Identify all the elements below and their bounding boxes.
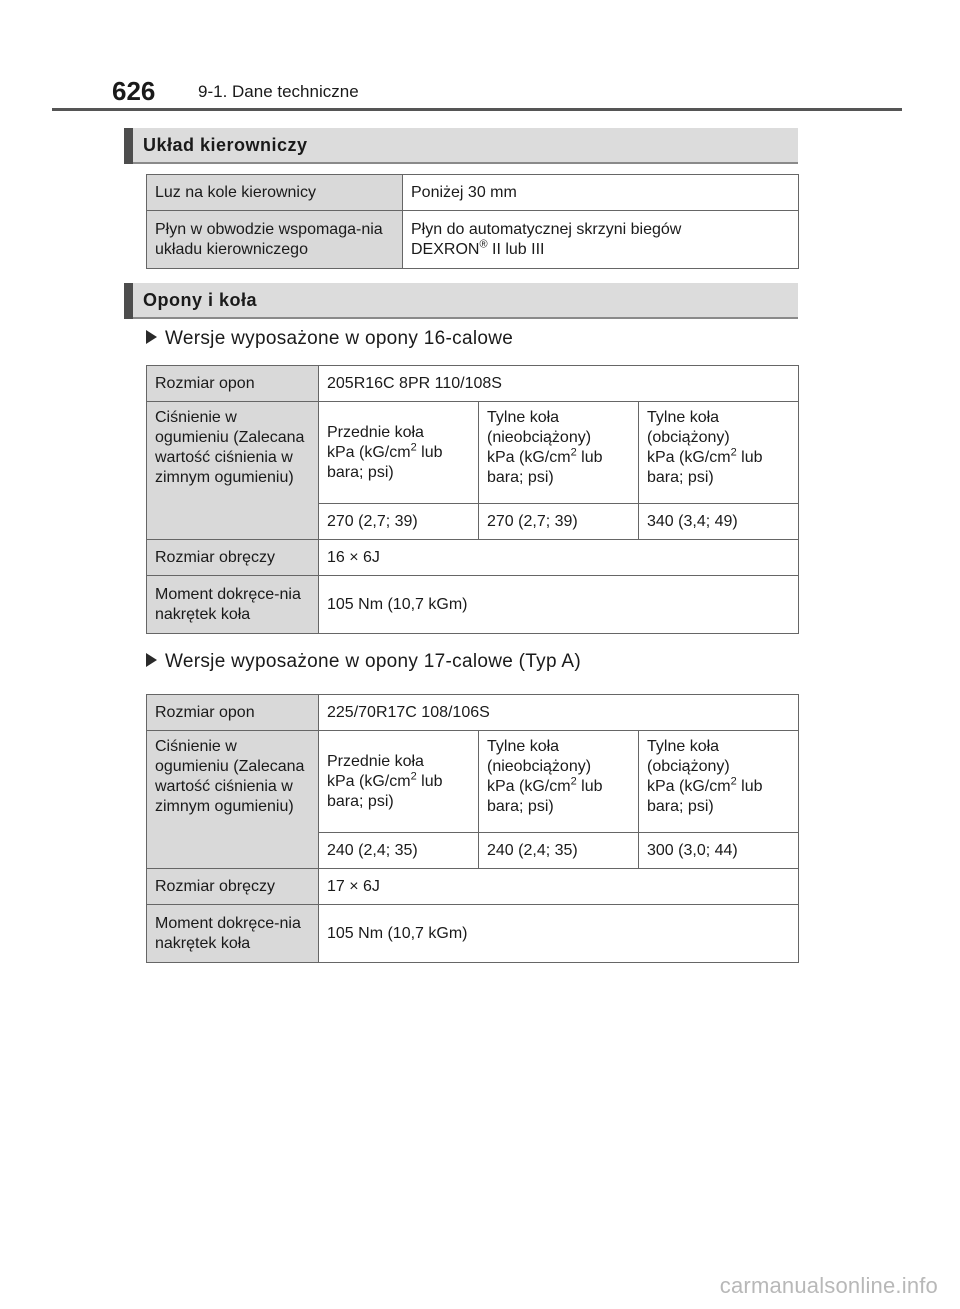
tires-table-16 — [146, 365, 799, 634]
header-line: lub — [736, 449, 763, 466]
table-cell-label: Luz na kole kierownicy — [147, 175, 403, 211]
header-line: (obciążony) — [647, 429, 730, 446]
table-cell-value: 17 × 6J — [319, 869, 799, 905]
superscript: 2 — [410, 770, 417, 783]
triangle-bullet-icon — [146, 330, 157, 344]
header-line: lub — [576, 778, 603, 795]
table-cell-value: 205R16C 8PR 110/108S — [319, 366, 799, 402]
table-cell-label: Moment dokręce-nia nakrętek koła — [147, 905, 319, 963]
header-line: bara; psi) — [487, 469, 554, 486]
superscript: 2 — [570, 775, 577, 788]
triangle-bullet-icon — [146, 653, 157, 667]
header-line: Tylne koła — [487, 409, 560, 426]
header-line: kPa (kG/cm — [487, 449, 571, 466]
pressure-rear-loaded: 340 (3,4; 49) — [639, 504, 799, 540]
registered-mark: ® — [479, 238, 488, 251]
column-header-rear-loaded — [639, 731, 799, 833]
tires-table-17 — [146, 694, 799, 963]
pressure-rear-loaded: 300 (3,0; 44) — [639, 833, 799, 869]
section-accent — [124, 283, 133, 319]
header-line: lub — [736, 778, 763, 795]
header-line: kPa (kG/cm — [487, 778, 571, 795]
header-rule — [52, 108, 902, 111]
table-row — [147, 366, 799, 402]
table-cell-value: 16 × 6J — [319, 540, 799, 576]
table-cell-value — [403, 211, 799, 269]
variant-heading-16 — [146, 328, 513, 350]
section-title: Układ kierowniczy — [143, 135, 308, 155]
table-row — [147, 211, 799, 269]
table-cell-value: 105 Nm (10,7 kGm) — [319, 905, 799, 963]
header-line: Tylne koła — [647, 738, 720, 755]
table-row — [147, 576, 799, 634]
value-text: II lub III — [487, 240, 545, 258]
table-cell-label: Moment dokręce-nia nakrętek koła — [147, 576, 319, 634]
table-row — [147, 175, 799, 211]
page-number: 626 — [112, 76, 156, 106]
table-cell-value: Poniżej 30 mm — [403, 175, 799, 211]
header-line: kPa (kG/cm — [647, 778, 731, 795]
header-line: bara; psi) — [327, 792, 394, 810]
column-header-rear-unloaded — [479, 402, 639, 504]
table-cell-label: Rozmiar opon — [147, 366, 319, 402]
superscript: 2 — [570, 446, 577, 459]
table-cell-label — [147, 211, 403, 269]
superscript: 2 — [730, 446, 737, 459]
steering-table — [146, 174, 799, 269]
superscript: 2 — [410, 441, 417, 454]
column-header-rear-unloaded — [479, 731, 639, 833]
header-line: (nieobciążony) — [487, 429, 592, 446]
table-row — [147, 695, 799, 731]
table-cell-label: Rozmiar obręczy — [147, 869, 319, 905]
table-cell-label — [147, 402, 319, 540]
header-line: (nieobciążony) — [487, 758, 592, 775]
column-header-front — [319, 731, 479, 833]
label-text: Płyn w obwodzie wspomaga-nia układu kierowniczego — [155, 220, 383, 258]
header-line: bara; psi) — [647, 798, 714, 815]
table-row — [147, 905, 799, 963]
header-line: bara; psi) — [487, 798, 554, 815]
header-line: lub — [576, 449, 603, 466]
table-row — [147, 540, 799, 576]
table-cell-value: 225/70R17C 108/106S — [319, 695, 799, 731]
pressure-rear-unloaded: 240 (2,4; 35) — [479, 833, 639, 869]
chapter-title: 9-1. Dane techniczne — [198, 82, 359, 101]
label-text: Ciśnienie w ogumieniu (Zalecana wartość ciśnienia w zimnym ogumieniu) — [155, 409, 305, 486]
column-header-rear-loaded — [639, 402, 799, 504]
pressure-front: 240 (2,4; 35) — [319, 833, 479, 869]
section-accent — [124, 128, 133, 164]
variant-heading-text: Wersje wyposażone w opony 17-calowe (Typ A) — [165, 651, 581, 672]
watermark: carmanualsonline.info — [719, 1273, 938, 1298]
section-title: Opony i koła — [143, 290, 258, 310]
superscript: 2 — [730, 775, 737, 788]
header-line: kPa (kG/cm — [647, 449, 731, 466]
header-line: lub — [416, 772, 443, 790]
table-row — [147, 402, 799, 504]
pressure-rear-unloaded: 270 (2,7; 39) — [479, 504, 639, 540]
pressure-front: 270 (2,7; 39) — [319, 504, 479, 540]
value-line: Płyn do automatycznej skrzyni biegów — [411, 220, 682, 238]
table-cell-label: Rozmiar opon — [147, 695, 319, 731]
header-line: bara; psi) — [647, 469, 714, 486]
table-cell-value: 105 Nm (10,7 kGm) — [319, 576, 799, 634]
header-line: bara; psi) — [327, 463, 394, 481]
table-cell-label — [147, 731, 319, 869]
variant-heading-text: Wersje wyposażone w opony 16-calowe — [165, 328, 514, 349]
table-cell-label: Rozmiar obręczy — [147, 540, 319, 576]
label-text: Ciśnienie w ogumieniu (Zalecana wartość ciśnienia w zimnym ogumieniu) — [155, 738, 305, 815]
variant-heading-17 — [146, 651, 581, 673]
header-line: Tylne koła — [487, 738, 560, 755]
header-line: kPa (kG/cm — [327, 772, 411, 790]
header-line: (obciążony) — [647, 758, 730, 775]
section-steering — [124, 128, 798, 164]
table-row — [147, 731, 799, 833]
header-line: lub — [416, 443, 443, 461]
section-tires — [124, 283, 798, 319]
header-line: Przednie koła — [327, 752, 424, 770]
column-header-front — [319, 402, 479, 504]
header-line: Tylne koła — [647, 409, 720, 426]
header-line: Przednie koła — [327, 423, 424, 441]
value-text: DEXRON — [411, 240, 480, 258]
page-header — [112, 72, 902, 112]
header-line: kPa (kG/cm — [327, 443, 411, 461]
table-row — [147, 869, 799, 905]
